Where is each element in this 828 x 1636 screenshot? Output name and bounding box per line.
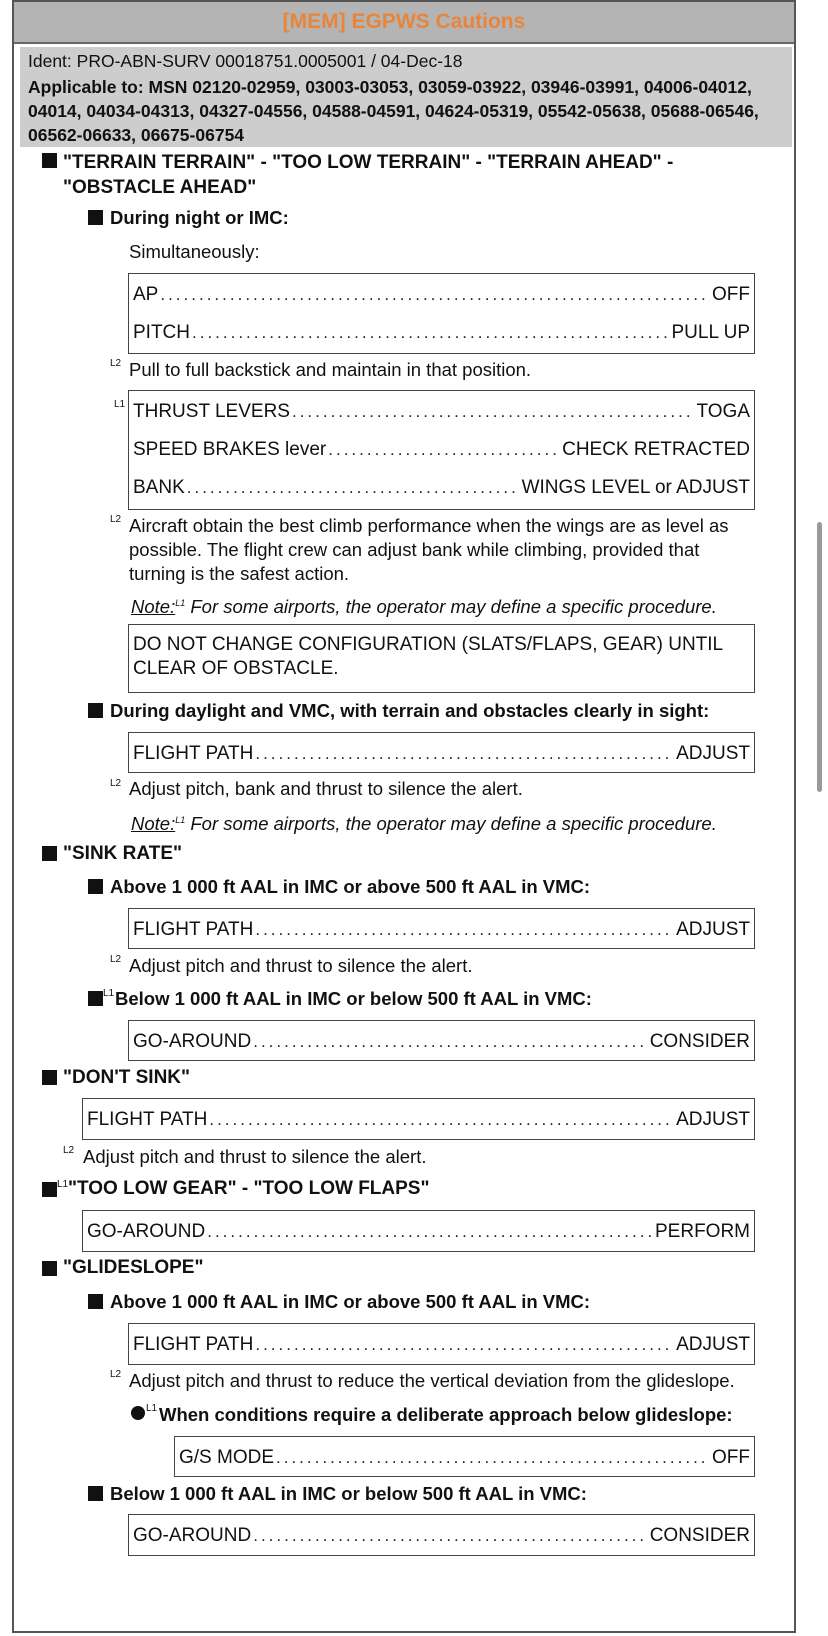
checklist-row-bank bbox=[133, 475, 750, 499]
checklist-box-flight-path bbox=[128, 1323, 755, 1364]
item-label: PITCH bbox=[133, 322, 190, 343]
divider bbox=[128, 1364, 755, 1365]
leader-dots bbox=[187, 477, 520, 499]
leader-dots bbox=[255, 919, 674, 941]
page-title-text: [MEM] EGPWS Cautions bbox=[282, 10, 526, 33]
checklist-row-gs-mode bbox=[179, 1445, 750, 1469]
leader-dots bbox=[255, 1334, 674, 1356]
level-tag: L2 bbox=[110, 778, 122, 789]
checklist-row-flight-path bbox=[133, 1332, 750, 1356]
item-value: ADJUST bbox=[676, 743, 750, 764]
checklist-row-thrust bbox=[133, 399, 750, 423]
gs-above-heading: Above 1 000 ft AAL in IMC or above 500 ft AAL in VMC: bbox=[110, 1291, 591, 1312]
leader-dots bbox=[192, 322, 670, 344]
leader-dots bbox=[292, 401, 695, 423]
item-value: WINGS LEVEL or ADJUST bbox=[521, 477, 750, 498]
checklist-box-gs-mode bbox=[174, 1436, 755, 1477]
pull-note: Pull to full backstick and maintain in that position. bbox=[129, 359, 532, 380]
bullet-square-icon bbox=[88, 879, 103, 894]
scrollbar-thumb[interactable] bbox=[817, 522, 822, 792]
leader-dots bbox=[207, 1221, 653, 1243]
level-tag: L2 bbox=[63, 1145, 75, 1156]
item-label: THRUST LEVERS bbox=[133, 401, 290, 422]
leader-dots bbox=[255, 743, 674, 765]
sink-below-heading: Below 1 000 ft AAL in IMC or below 500 ft AAL in VMC: bbox=[115, 988, 592, 1009]
leader-dots bbox=[253, 1525, 647, 1547]
item-label: SPEED BRAKES lever bbox=[133, 439, 327, 460]
checklist-row-flight-path bbox=[133, 741, 750, 765]
item-value: PULL UP bbox=[671, 322, 750, 343]
config-warning-box bbox=[128, 624, 755, 693]
checklist-box-flight-path bbox=[82, 1098, 755, 1139]
checklist-box-go-around bbox=[82, 1210, 755, 1252]
bullet-square-icon bbox=[42, 1182, 57, 1197]
item-value: CONSIDER bbox=[649, 1031, 750, 1052]
item-value: CHECK RETRACTED bbox=[562, 439, 750, 460]
sink-rate-heading: "SINK RATE" bbox=[63, 843, 183, 864]
level-tag: L1 bbox=[175, 814, 186, 825]
item-label: BANK bbox=[133, 477, 185, 498]
item-value: ADJUST bbox=[676, 1109, 750, 1130]
leader-dots bbox=[253, 1031, 647, 1053]
item-value: OFF bbox=[712, 284, 750, 305]
item-label: FLIGHT PATH bbox=[87, 1109, 208, 1130]
note-text: For some airports, the operator may define a specific procedure. bbox=[190, 596, 717, 617]
checklist-row-ap bbox=[133, 282, 750, 306]
item-value: CONSIDER bbox=[649, 1525, 750, 1546]
note bbox=[131, 596, 717, 618]
checklist-box-thrust bbox=[128, 390, 755, 509]
note bbox=[131, 813, 717, 835]
level-tag: L2 bbox=[110, 358, 122, 369]
gs-below-heading: Below 1 000 ft AAL in IMC or below 500 ft AAL in VMC: bbox=[110, 1483, 587, 1504]
checklist-row-go-around bbox=[133, 1523, 750, 1547]
checklist-row-go-around bbox=[133, 1029, 750, 1053]
item-value: ADJUST bbox=[676, 1334, 750, 1355]
checklist-box-flight-path bbox=[128, 908, 755, 949]
checklist-box-flight-path bbox=[128, 732, 755, 773]
leader-dots bbox=[328, 439, 560, 461]
checklist-row-flight-path bbox=[133, 917, 750, 941]
item-value: PERFORM bbox=[655, 1221, 750, 1242]
item-label: GO-AROUND bbox=[87, 1221, 206, 1242]
bullet-circle-icon bbox=[131, 1406, 145, 1420]
leader-dots bbox=[160, 284, 710, 306]
bullet-square-icon bbox=[42, 1261, 57, 1276]
ident-box bbox=[20, 47, 792, 147]
level-tag: L1 bbox=[175, 597, 186, 608]
note-label: Note: bbox=[131, 596, 176, 617]
divider bbox=[82, 1139, 755, 1140]
checklist-row-go-around bbox=[87, 1219, 750, 1243]
leader-dots bbox=[209, 1109, 674, 1131]
glideslope-heading: "GLIDESLOPE" bbox=[63, 1257, 204, 1278]
divider bbox=[174, 1476, 755, 1477]
note-label: Note: bbox=[131, 813, 176, 834]
bullet-square-icon bbox=[88, 991, 103, 1006]
deliberate-heading: When conditions require a deliberate approach below glideslope: bbox=[159, 1404, 733, 1425]
sink-note: Adjust pitch and thrust to silence the alert. bbox=[129, 955, 473, 976]
item-label: FLIGHT PATH bbox=[133, 919, 254, 940]
level-tag: L1 bbox=[114, 399, 126, 410]
climb-note: Aircraft obtain the best climb performance when the wings are as level as possible. The flight crew can adjust bank while climbing, provided that turning is the safest action. bbox=[129, 515, 729, 584]
ident-line: Ident: PRO-ABN-SURV 00018751.0005001 / 04-Dec-18 bbox=[28, 51, 463, 71]
level-tag: L1 bbox=[103, 988, 115, 999]
adjust-note: Adjust pitch, bank and thrust to silence the alert. bbox=[129, 778, 523, 799]
item-label: GO-AROUND bbox=[133, 1031, 252, 1052]
too-low-gear-heading: "TOO LOW GEAR" - "TOO LOW FLAPS" bbox=[68, 1178, 430, 1199]
gs-note: Adjust pitch and thrust to reduce the vertical deviation from the glideslope. bbox=[129, 1370, 735, 1391]
item-value: ADJUST bbox=[676, 919, 750, 940]
bullet-square-icon bbox=[88, 1486, 103, 1501]
checklist-box-go-around bbox=[128, 1020, 755, 1061]
divider bbox=[128, 353, 755, 354]
day-heading: During daylight and VMC, with terrain and obstacles clearly in sight: bbox=[110, 700, 710, 721]
bullet-square-icon bbox=[42, 1070, 57, 1085]
simultaneously-text: Simultaneously: bbox=[129, 241, 260, 262]
divider bbox=[128, 948, 755, 949]
divider bbox=[128, 772, 755, 773]
item-value: TOGA bbox=[696, 401, 750, 422]
night-heading: During night or IMC: bbox=[110, 207, 289, 228]
checklist-box-ap-pitch bbox=[128, 273, 755, 353]
bullet-square-icon bbox=[88, 210, 103, 225]
sink-above-heading: Above 1 000 ft AAL in IMC or above 500 ft AAL in VMC: bbox=[110, 876, 591, 897]
item-label: AP bbox=[133, 284, 159, 305]
level-tag: L2 bbox=[110, 1369, 122, 1380]
level-tag: L2 bbox=[110, 514, 122, 525]
bullet-square-icon bbox=[88, 1294, 103, 1309]
level-tag: L1 bbox=[57, 1179, 69, 1190]
checklist-box-go-around bbox=[128, 1514, 755, 1556]
checklist-row-flight-path bbox=[87, 1107, 750, 1131]
item-label: G/S MODE bbox=[179, 1447, 275, 1468]
checklist-row-pitch bbox=[133, 320, 750, 344]
terrain-heading: "TERRAIN TERRAIN" - "TOO LOW TERRAIN" - "TERRAIN AHEAD" - "OBSTACLE AHEAD" bbox=[63, 152, 674, 198]
applicability: Applicable to: MSN 02120-02959, 03003-03053, 03059-03922, 03946-03991, 04006-04012, 04014, 04034-04313, 04327-04556, 04588-04591, 04624-05319, 05542-05638, 05688-06546, 06562-06633, 06675-06754 bbox=[28, 77, 759, 145]
config-warning-text: DO NOT CHANGE CONFIGURATION (SLATS/FLAPS, GEAR) UNTIL CLEAR OF OBSTACLE. bbox=[133, 634, 723, 679]
checklist-row-speed-brakes bbox=[133, 437, 750, 461]
dont-sink-note: Adjust pitch and thrust to silence the alert. bbox=[83, 1146, 427, 1167]
level-tag: L2 bbox=[110, 954, 122, 965]
divider bbox=[128, 509, 755, 510]
bullet-square-icon bbox=[42, 153, 57, 168]
leader-dots bbox=[276, 1447, 710, 1469]
page-title bbox=[14, 2, 794, 44]
note-text: For some airports, the operator may define a specific procedure. bbox=[190, 813, 717, 834]
bullet-square-icon bbox=[88, 703, 103, 718]
item-label: GO-AROUND bbox=[133, 1525, 252, 1546]
bullet-square-icon bbox=[42, 846, 57, 861]
item-label: FLIGHT PATH bbox=[133, 743, 254, 764]
item-value: OFF bbox=[712, 1447, 750, 1468]
dont-sink-heading: "DON'T SINK" bbox=[63, 1067, 191, 1088]
level-tag: L1 bbox=[146, 1403, 158, 1414]
item-label: FLIGHT PATH bbox=[133, 1334, 254, 1355]
